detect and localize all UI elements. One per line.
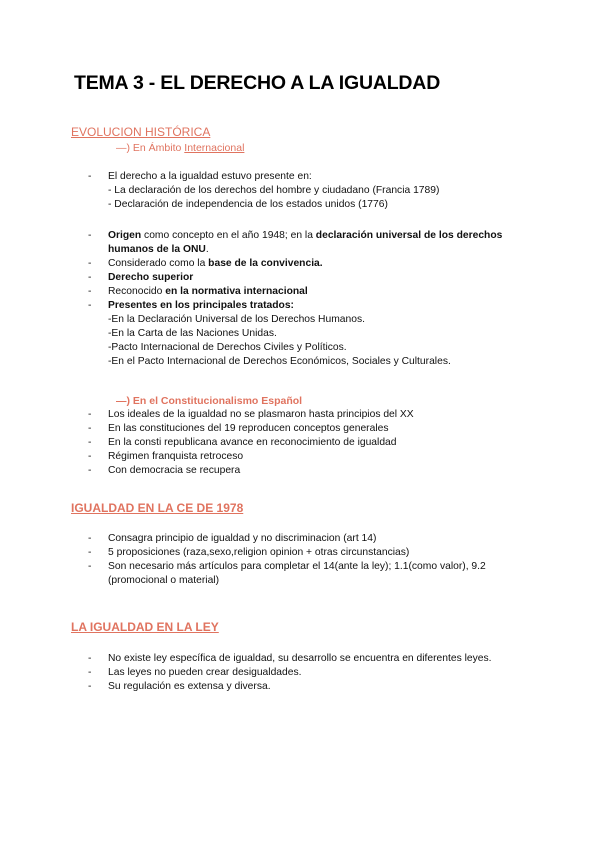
list-item [88, 532, 518, 546]
list-item-text: 5 proposiciones (raza,sexo,religion opinion + otras circunstancias) [108, 547, 410, 558]
list-item-text: Régimen franquista retroceso [108, 451, 244, 462]
bullet-dash: - [88, 258, 92, 269]
list-item [88, 464, 518, 478]
bullet-dash: - [88, 171, 92, 182]
list-item-text: En la consti republicana avance en reconocimiento de igualdad [108, 437, 397, 448]
list-item-text: Las leyes no pueden crear desigualdades. [108, 667, 302, 678]
list-item [88, 257, 518, 271]
list-block-4 [88, 532, 518, 588]
bold-text: declaración universal de los derechos humanos de la ONU [108, 230, 503, 255]
list-item-text: En las constituciones del 19 reproducen conceptos generales [108, 423, 389, 434]
list-block-3 [88, 408, 518, 478]
list-item-text: El derecho a la igualdad estuvo presente en: [108, 171, 312, 182]
bullet-dash: - [88, 547, 92, 558]
plain-text: Considerado como la [108, 258, 209, 269]
plain-text: como concepto en el año 1948; en la [141, 230, 316, 241]
list-item [88, 560, 518, 588]
list-item [88, 450, 518, 464]
list-item-text [108, 229, 518, 257]
list-item [88, 422, 518, 436]
list-item-text: No existe ley específica de igualdad, su desarrollo se encuentra en diferentes leyes. [108, 653, 492, 664]
list-item-text [108, 257, 518, 271]
subheading-constitucionalismo: —) En el Constitucionalismo Español [116, 395, 303, 407]
list-item-text: Consagra principio de igualdad y no discriminacion (art 14) [108, 533, 377, 544]
list-item-text: Los ideales de la igualdad no se plasmaron hasta principios del XX [108, 409, 414, 420]
list-item-text: Su regulación es extensa y diversa. [108, 681, 271, 692]
plain-text: Reconocido [108, 286, 166, 297]
document-title: TEMA 3 - EL DERECHO A LA IGUALDAD [74, 72, 441, 94]
list-block-1 [88, 170, 518, 212]
bullet-dash: - [88, 561, 92, 572]
list-item [88, 652, 518, 666]
subheading-prefix: —) En Ámbito [116, 142, 185, 154]
bullet-dash: - [88, 286, 92, 297]
section-heading-igualdad-ley: LA IGUALDAD EN LA LEY [71, 620, 219, 634]
section-heading-evolucion: EVOLUCION HISTÓRICA [71, 125, 211, 139]
bullet-dash: - [88, 451, 92, 462]
bullet-dash: - [88, 465, 92, 476]
bold-text: en la normativa internacional [165, 286, 308, 297]
bullet-dash: - [88, 272, 92, 283]
list-item [88, 229, 518, 257]
plain-text: . [205, 244, 209, 255]
list-item [88, 436, 518, 450]
bullet-dash: - [88, 681, 92, 692]
list-item-text: Presentes en los principales tratados: [108, 300, 294, 311]
list-item [88, 680, 518, 694]
treaty-item: -Pacto Internacional de Derechos Civiles y Políticos. [108, 342, 347, 353]
list-item [88, 170, 518, 184]
bold-text: Origen [108, 230, 142, 241]
subheading-ambito-internacional [116, 142, 244, 154]
bold-text: base de la convivencia. [208, 258, 323, 269]
bullet-dash: - [88, 667, 92, 678]
treaty-item: -En el Pacto Internacional de Derechos Económicos, Sociales y Culturales. [108, 356, 451, 367]
sub-item: - Declaración de independencia de los estados unidos (1776) [108, 199, 388, 210]
list-item-text [108, 285, 518, 299]
bullet-dash: - [88, 653, 92, 664]
list-item [88, 285, 518, 299]
list-item [88, 299, 518, 313]
list-item-text: Son necesario más artículos para completar el 14(ante la ley); 1.1(como valor), 9.2 (promocional o material) [108, 561, 486, 586]
treaty-item: -En la Carta de las Naciones Unidas. [108, 328, 277, 339]
list-item [88, 271, 518, 285]
bullet-dash: - [88, 230, 92, 241]
list-item [88, 546, 518, 560]
section-heading-ce-1978: IGUALDAD EN LA CE DE 1978 [71, 501, 244, 515]
subheading-link: Internacional [184, 142, 245, 154]
list-item [88, 666, 518, 680]
list-item-text: Con democracia se recupera [108, 465, 241, 476]
treaty-item: -En la Declaración Universal de los Derechos Humanos. [108, 314, 365, 325]
sub-item: - La declaración de los derechos del hombre y ciudadano (Francia 1789) [108, 185, 440, 196]
bullet-dash: - [88, 300, 92, 311]
list-block-2 [88, 229, 518, 369]
list-block-5 [88, 652, 518, 694]
list-item [88, 408, 518, 422]
bullet-dash: - [88, 409, 92, 420]
list-item-text: Derecho superior [108, 272, 194, 283]
bullet-dash: - [88, 533, 92, 544]
bullet-dash: - [88, 423, 92, 434]
bullet-dash: - [88, 437, 92, 448]
